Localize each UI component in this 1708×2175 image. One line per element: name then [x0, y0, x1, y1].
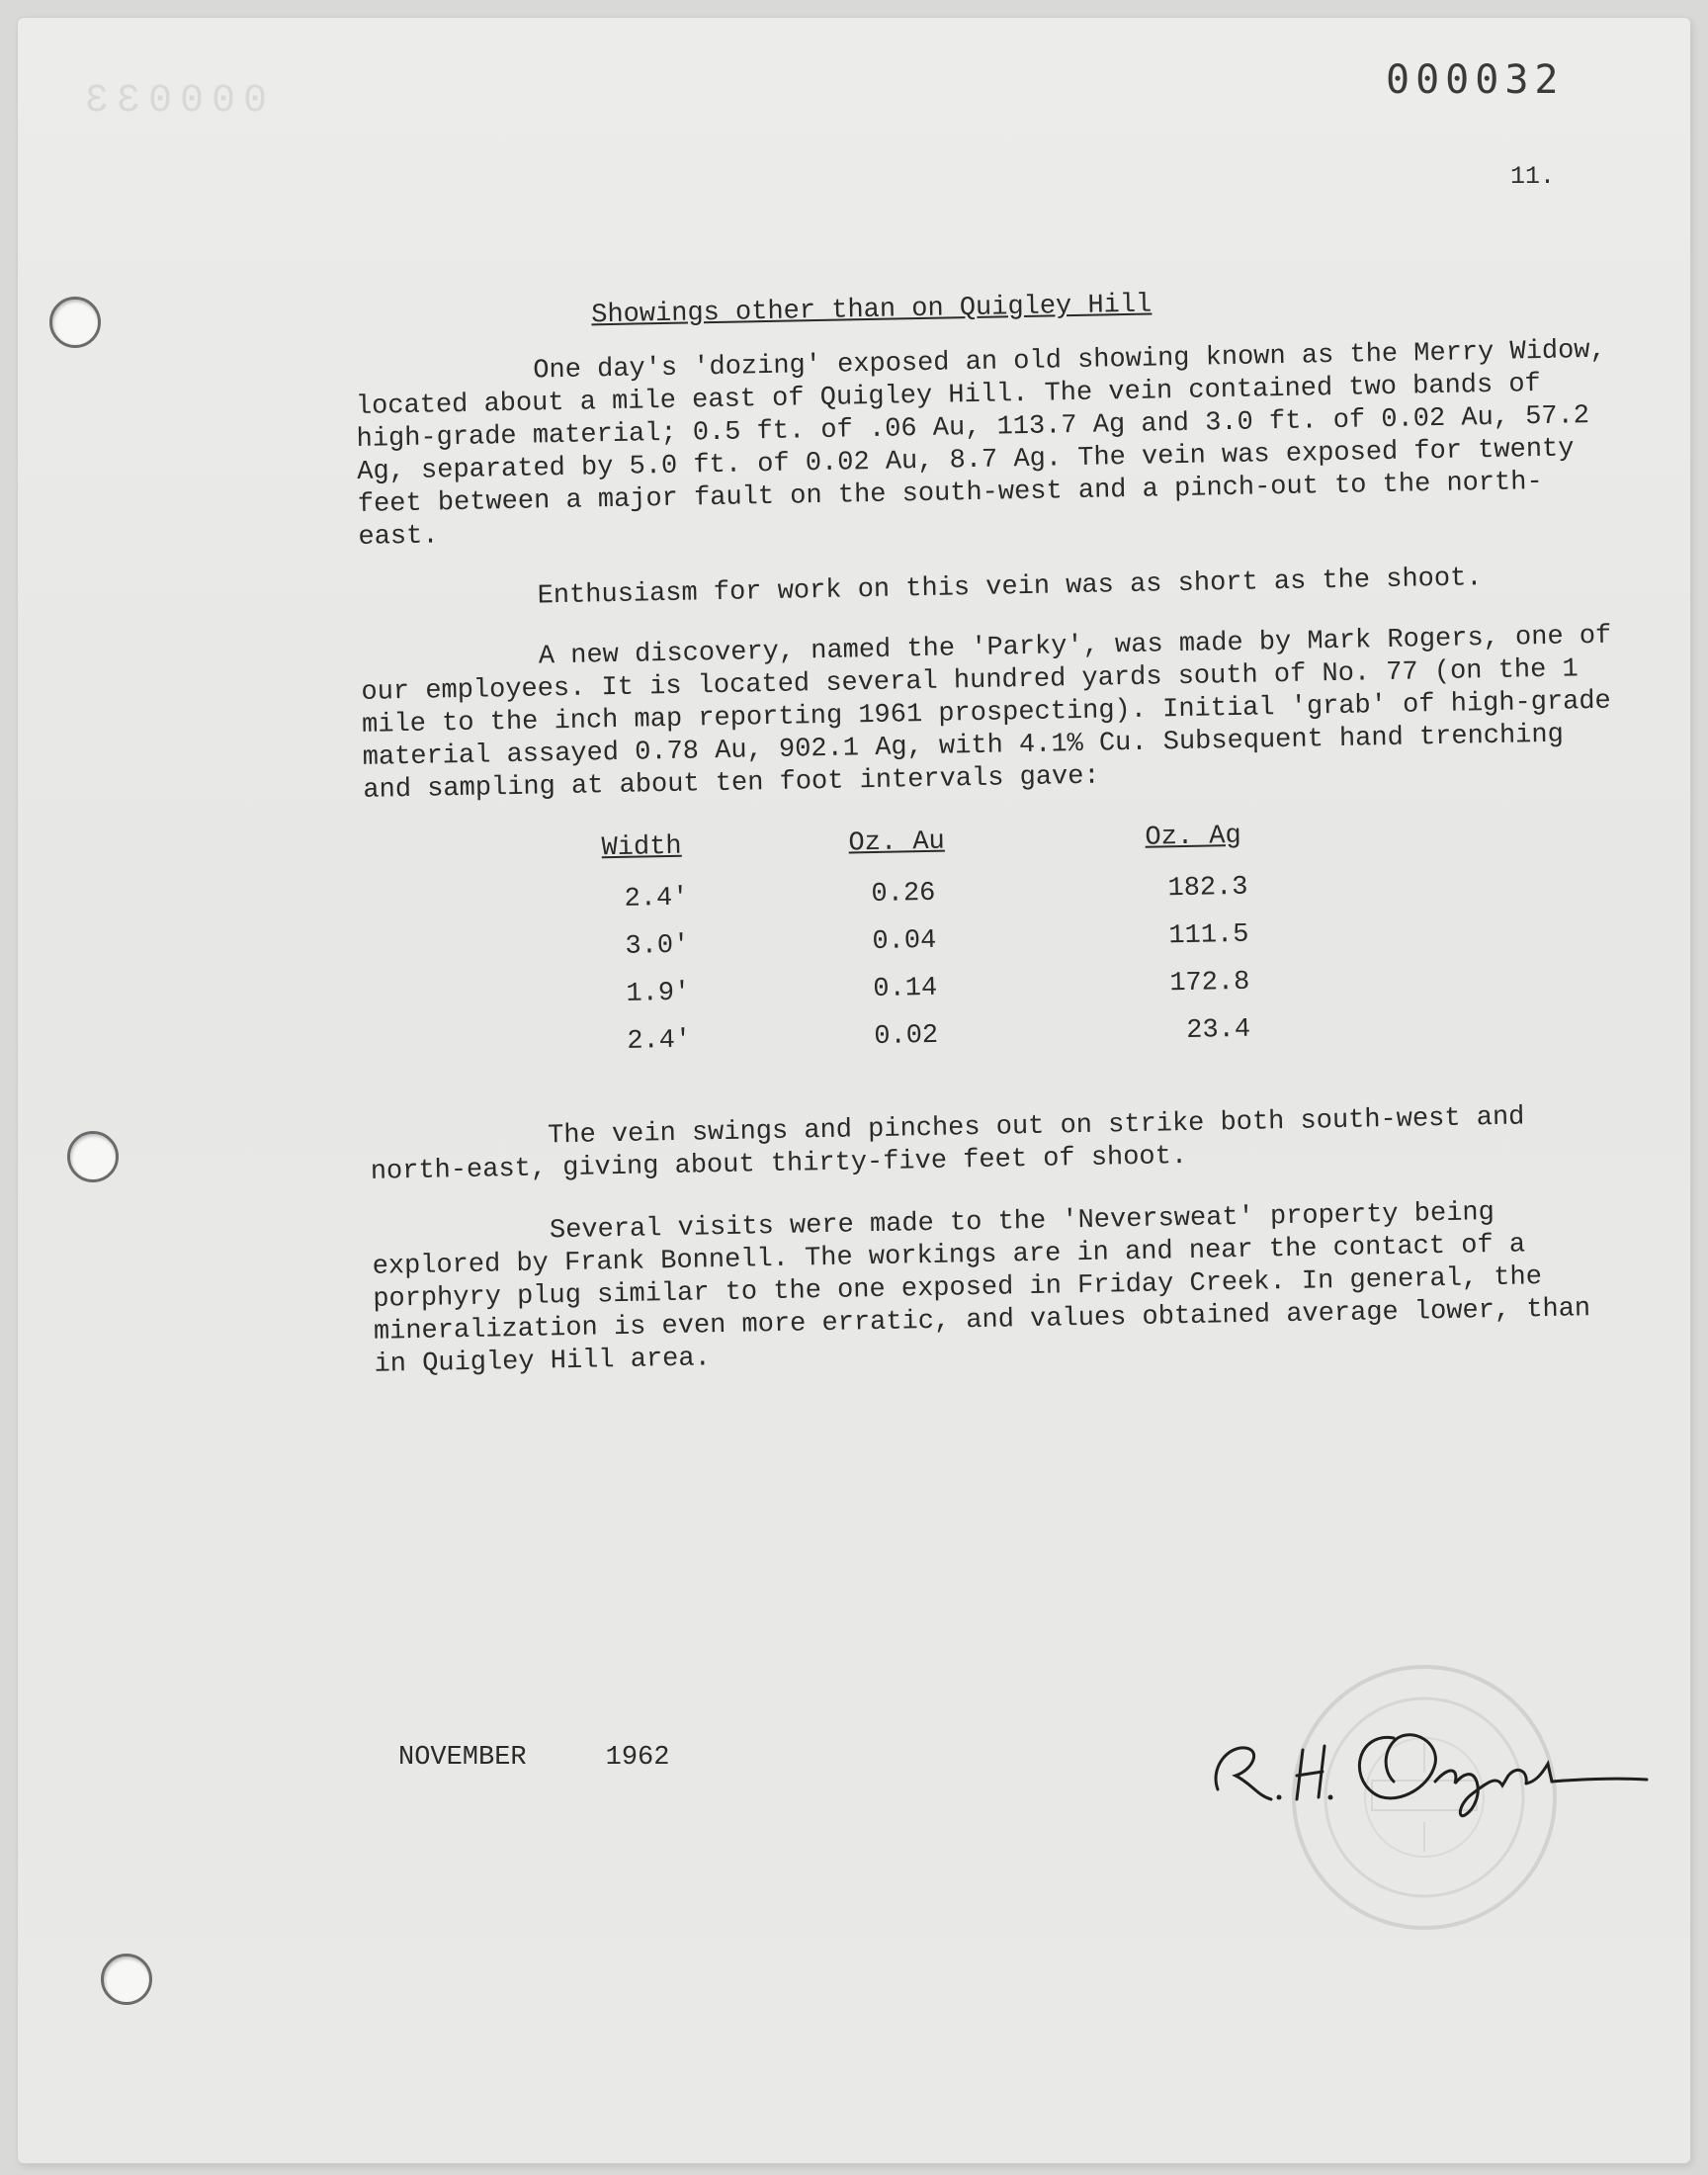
bleed-through-number: 000033 [77, 79, 268, 124]
assay-table [364, 813, 1654, 1085]
table-cell: 172.8 [1169, 967, 1250, 1000]
table-cell: 0.26 [871, 878, 936, 911]
paragraph-parky: A new discovery, named the 'Parky', was made by Mark Rogers, one of our employees. It is located several hundred yards south of No. 77 (on the 1 mile to the inch map reporting 1961 prospecting). Initial 'grab' of high-grade material assayed 0.78 Au, 902.1 Ag, with 4.1% Cu. Subsequent hand trenching and sampling at about ten foot intervals gave: [361, 621, 1612, 806]
date-line [398, 1743, 669, 1773]
date-year: 1962 [605, 1743, 670, 1773]
paragraph-vein-swings: The vein swings and pinches out on strike both south-west and north-east, giving about thirty-five feet of shoot. [370, 1102, 1525, 1187]
binder-hole-bottom [101, 1954, 152, 2005]
report-body [354, 280, 1660, 1412]
table-cell: 1.9' [626, 978, 691, 1009]
paragraph-neversweat: Several visits were made to the 'Neversweat' property being explored by Frank Bonnell. The workings are in and near the contact of a porphyry plug similar to the one exposed in Friday Creek. In general, the mineralization is even more erratic, and values obtained average lower, than in Quigley Hill area. [372, 1198, 1591, 1380]
table-header-width: Width [601, 831, 682, 864]
table-cell: 0.02 [874, 1020, 939, 1053]
document-page [18, 18, 1690, 2163]
table-cell: 23.4 [1185, 1014, 1251, 1046]
table-cell: 0.04 [872, 925, 937, 958]
serial-number: 000032 [1386, 57, 1565, 103]
table-cell: 182.3 [1167, 872, 1248, 905]
table-cell: 2.4' [624, 883, 689, 914]
table-header-ag: Oz. Ag [1145, 821, 1241, 853]
date-month: NOVEMBER [398, 1743, 527, 1773]
table-cell: 0.14 [873, 973, 938, 1005]
table-header-au: Oz. Au [848, 826, 946, 859]
section-title: Showings other than on Quigley Hill [590, 290, 1153, 331]
table-cell: 111.5 [1168, 919, 1249, 952]
table-cell: 2.4' [627, 1025, 692, 1057]
paragraph-merry-widow: One day's 'dozing' exposed an old showing known as the Merry Widow, located about a mile east of Quigley Hill. The vein contained two bands of high-grade material; 0.5 ft. of .06 Au, 113.7 Ag and 3.0 ft. of 0.02 Au, 57.2 Ag, separated by 5.0 ft. of 0.02 Au, 8.7 Ag. The vein was exposed for twenty feet between a major fault on the south-west and a pinch-out to the north-east. [355, 335, 1606, 553]
signature [1200, 1698, 1655, 1827]
page-number: 11. [1510, 162, 1556, 191]
table-cell: 3.0' [625, 930, 690, 962]
binder-hole-top [49, 297, 101, 348]
paragraph-enthusiasm: Enthusiasm for work on this vein was as short as the shoot. [537, 564, 1483, 612]
binder-hole-middle [67, 1131, 119, 1182]
